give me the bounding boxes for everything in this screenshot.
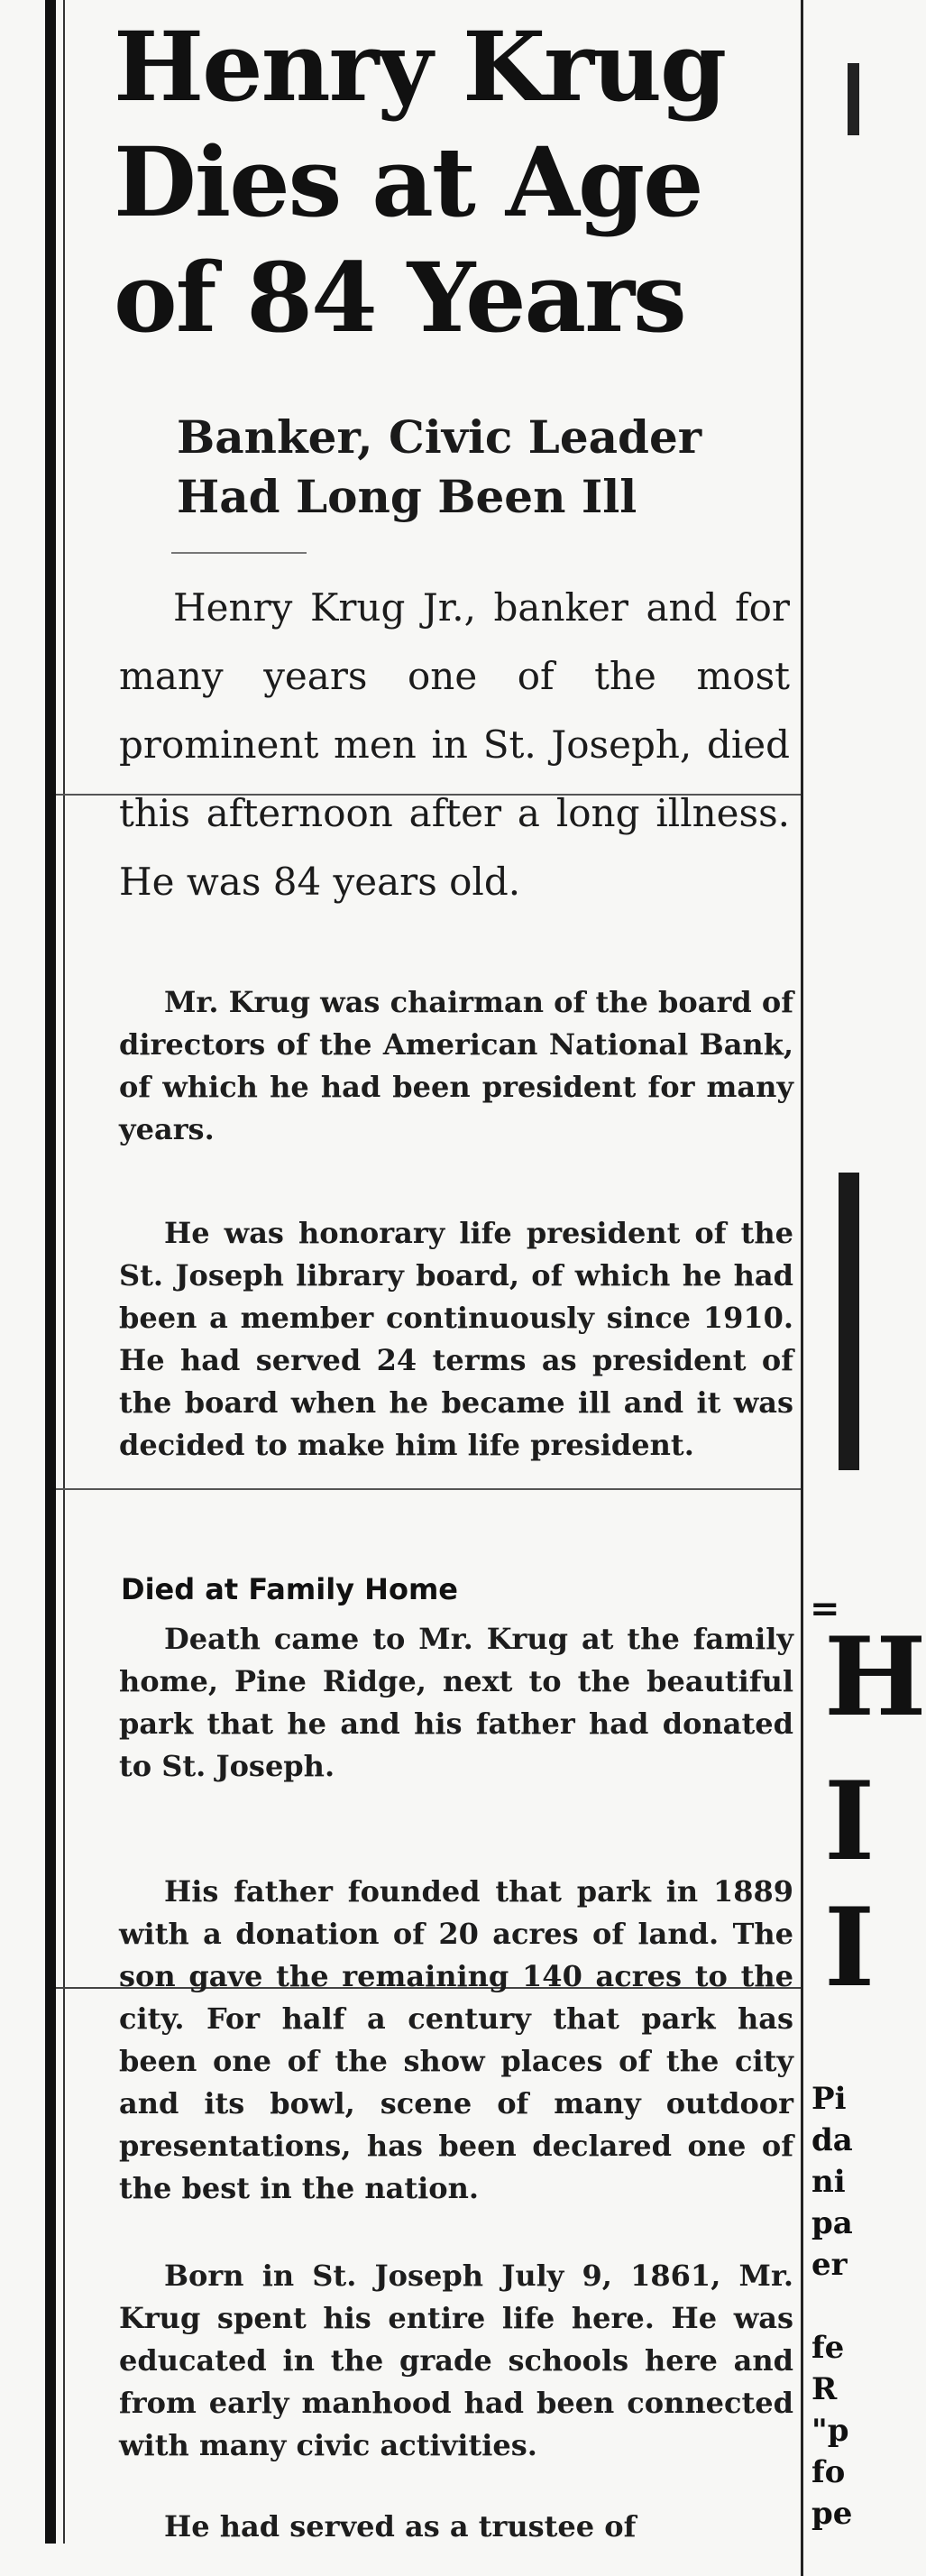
body-paragraph — [119, 2506, 793, 2548]
deck-line: Banker, Civic Leader — [177, 410, 702, 464]
left-column-rule — [45, 0, 56, 2544]
paragraph-text: He had served as a trustee of — [164, 2509, 637, 2544]
headline — [114, 9, 799, 355]
headline-line: Dies at Age — [114, 125, 702, 238]
adjacent-text: fo — [811, 2454, 846, 2490]
deck-headline — [177, 408, 790, 527]
body-paragraph — [119, 981, 793, 1151]
right-column-rule — [801, 0, 803, 2576]
adjacent-text: R — [811, 2371, 838, 2407]
adjacent-text: er — [811, 2247, 848, 2283]
body-paragraph — [119, 1618, 793, 1788]
adjacent-text: fe — [811, 2330, 845, 2366]
left-column-thin-rule — [63, 0, 65, 2544]
paragraph-text: He was honorary life president of the St. Joseph library board, of which he had been a member continuously since 1910. He had served 24 terms as president of the board when he became ill and it was decided to make him life president. — [119, 1216, 793, 1462]
body-paragraph — [119, 1212, 793, 1467]
paragraph-text: His father founded that park in 1889 with a donation of 20 acres of land. The son gave the remaining 140 acres to the city. For half a century that park has been one of the show places of the city and its bowl, scene of many outdoor presentations, has been declared one of the best in the nation. — [119, 1874, 793, 2205]
headline-line: of 84 Years — [114, 241, 685, 354]
adjacent-letter: H — [824, 1614, 926, 1741]
paragraph-text: Mr. Krug was chairman of the board of directors of the American National Bank, of which he had been president for many years. — [119, 985, 793, 1146]
deck-divider — [171, 552, 307, 554]
adjacent-letter: I — [824, 1884, 876, 2011]
headline-line: Henry Krug — [114, 10, 726, 123]
adjacent-text: ni — [811, 2164, 846, 2200]
adjacent-text: pa — [811, 2205, 853, 2241]
lead-paragraph: Henry Krug Jr., banker and for many years one of the most prominent men in St. Joseph, died this afternoon after a long illness. He was 84 years old. — [119, 585, 790, 904]
deck-line: Had Long Been Ill — [177, 470, 637, 523]
adjacent-equals: = — [810, 1587, 840, 1630]
adjacent-text: "p — [811, 2413, 849, 2449]
adjacent-column-fragment — [839, 1173, 859, 1470]
body-paragraph — [119, 2255, 793, 2467]
adjacent-text: da — [811, 2122, 853, 2158]
adjacent-text: pe — [811, 2496, 853, 2532]
body-paragraph — [119, 1871, 793, 2210]
paragraph-text: Born in St. Joseph July 9, 1861, Mr. Krug spent his entire life here. He was educated in the grade schools here and from early manhood had been connected with many civic activities. — [119, 2259, 793, 2462]
adjacent-text: Pi — [811, 2081, 847, 2117]
adjacent-letter: I — [824, 1758, 876, 1885]
fold-line — [56, 1488, 801, 1490]
section-subhead: Died at Family Home — [121, 1572, 458, 1606]
paragraph-text: Death came to Mr. Krug at the family home, Pine Ridge, next to the beautiful park that he and his father had donated to St. Joseph. — [119, 1622, 793, 1783]
adjacent-column-fragment — [848, 63, 859, 135]
